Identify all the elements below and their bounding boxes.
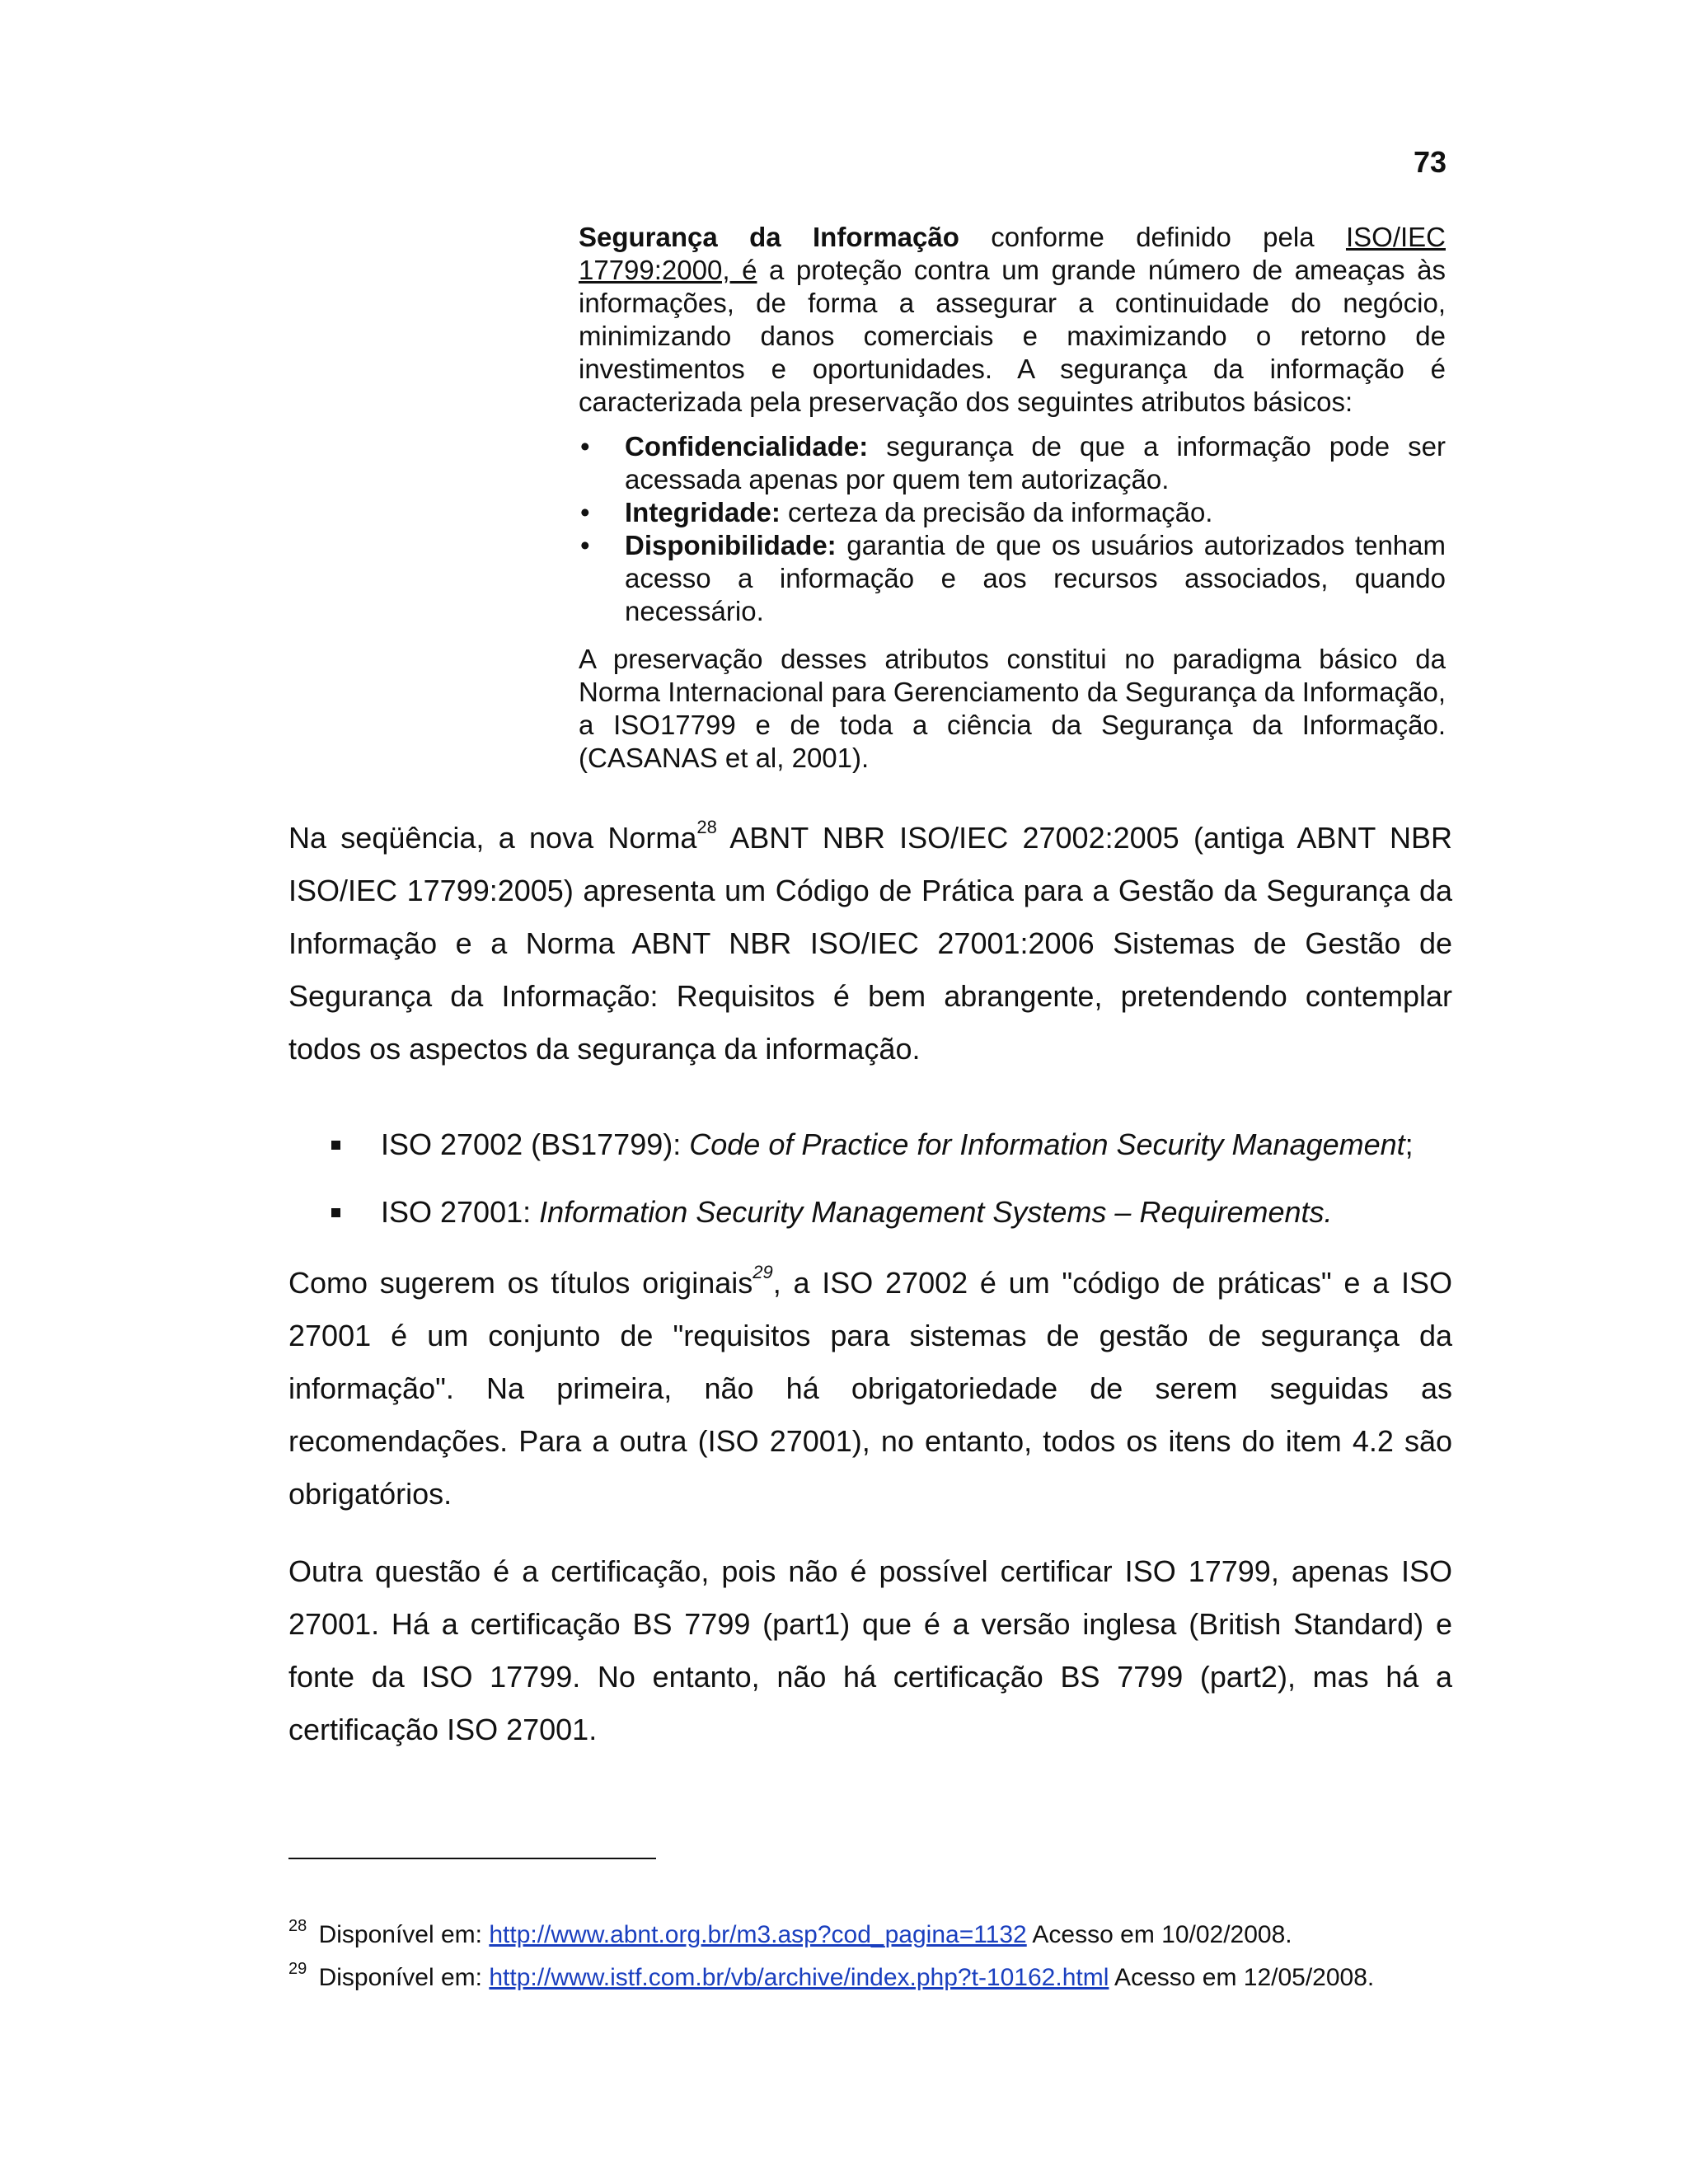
block-quote [579,221,1446,775]
bullet-icon: • [580,431,590,462]
paragraph-norma: Na seqüência, a nova Norma$^{28}$ ABNT NBR ISO/IEC 27002:2005 (antiga ABNT NBR ISO/IEC 17799:2005) apresenta um Código de Prática para a Gestão da Segurança da Informação e a Norma ABNT NBR ISO/IEC 27001:2006 Sistemas de Gestão de Segurança da Informação: Requisitos é bem abrangente, pretendendo contemplar todos os aspectos da segurança da informação. [288,817,1453,1066]
list-item: ISO 27001: Information Security Management Systems – Requirements. [288,1179,1452,1246]
page-number: 73 [1413,145,1447,179]
paragraph-certificacao: Outra questão é a certificação, pois não é possível certificar ISO 17799, apenas ISO 27001. Há a certificação BS 7799 (part1) que é a versão inglesa (British Standard) e fonte da ISO 17799. No entanto, não há certificação BS 7799 (part2), mas há a certificação ISO 27001. [288,1554,1452,1746]
attributes-list [579,430,1446,628]
quote-intro: Segurança da Informação conforme definido pela ISO/IEC 17799:2000, é a proteção contra um grande número de ameaças às informações, de forma a assegurar a continuidade do negócio, minimizando danos comerciais e maximizando o retorno de investimentos e oportunidades. A segurança da informação é caracterizada pela preservação dos seguintes atributos básicos: [579,222,1446,417]
list-item: • Disponibilidade: garantia de que os usuários autorizados tenham acesso a informação e aos recursos associados, quando necessário. [580,530,1446,626]
square-bullet-icon [331,1141,340,1150]
footnote-divider [288,1858,656,1859]
footnote-ref-29[interactable]: 29 [753,1262,773,1282]
list-item: • Confidencialidade: segurança de que a informação pode ser acessada apenas por quem tem autorização. [580,431,1446,494]
footnote-link[interactable]: http://www.istf.com.br/vb/archive/index.php?t-10162.html [489,1964,1109,1991]
quote-source: ISO/IEC 17799:2000, é [579,222,1446,285]
quote-term: Segurança da Informação [579,222,959,252]
list-item: ISO 27002 (BS17799): Code of Practice for Information Security Management; [288,1111,1452,1179]
bullet-icon: • [580,497,590,527]
paragraph-titulos: Como sugerem os títulos originais$^{29}$, a ISO 27002 é um "código de práticas" e a ISO 27001 é um conjunto de "requisitos para sistemas de gestão de segurança da informação". Na primeira, não há obrigatoriedade de serem seguidas as recomendações. Para a outra (ISO 27001), no entanto, todos os itens do item 4.2 são obrigatórios. [288,1262,1452,1511]
quote-closing: A preservação desses atributos constitui no paradigma básico da Norma Internacional para Gerenciamento da Segurança da Informação, a ISO17799 e de toda a ciência da Segurança da Informação. (CASANAS et al, 2001). [579,644,1446,773]
footnote-28: $^{28}$ Disponível em: http://www.abnt.org.br/m3.asp?cod_pagina=1132 Acesso em 10/02/2008. [288,1917,1292,1948]
footnote-29: $^{29}$ Disponível em: http://www.istf.com.br/vb/archive/index.php?t-10162.html Acesso em 12/05/2008. [288,1960,1375,1991]
iso-standards-list [288,1111,1452,1246]
footnote-link[interactable]: http://www.abnt.org.br/m3.asp?cod_pagina=1132 [489,1921,1027,1948]
bullet-icon: • [580,530,590,560]
footnote-ref-28[interactable]: 28 [696,817,717,837]
list-item: • Integridade: certeza da precisão da informação. [580,497,1213,527]
footnotes [288,1914,1459,1999]
square-bullet-icon [331,1208,340,1217]
